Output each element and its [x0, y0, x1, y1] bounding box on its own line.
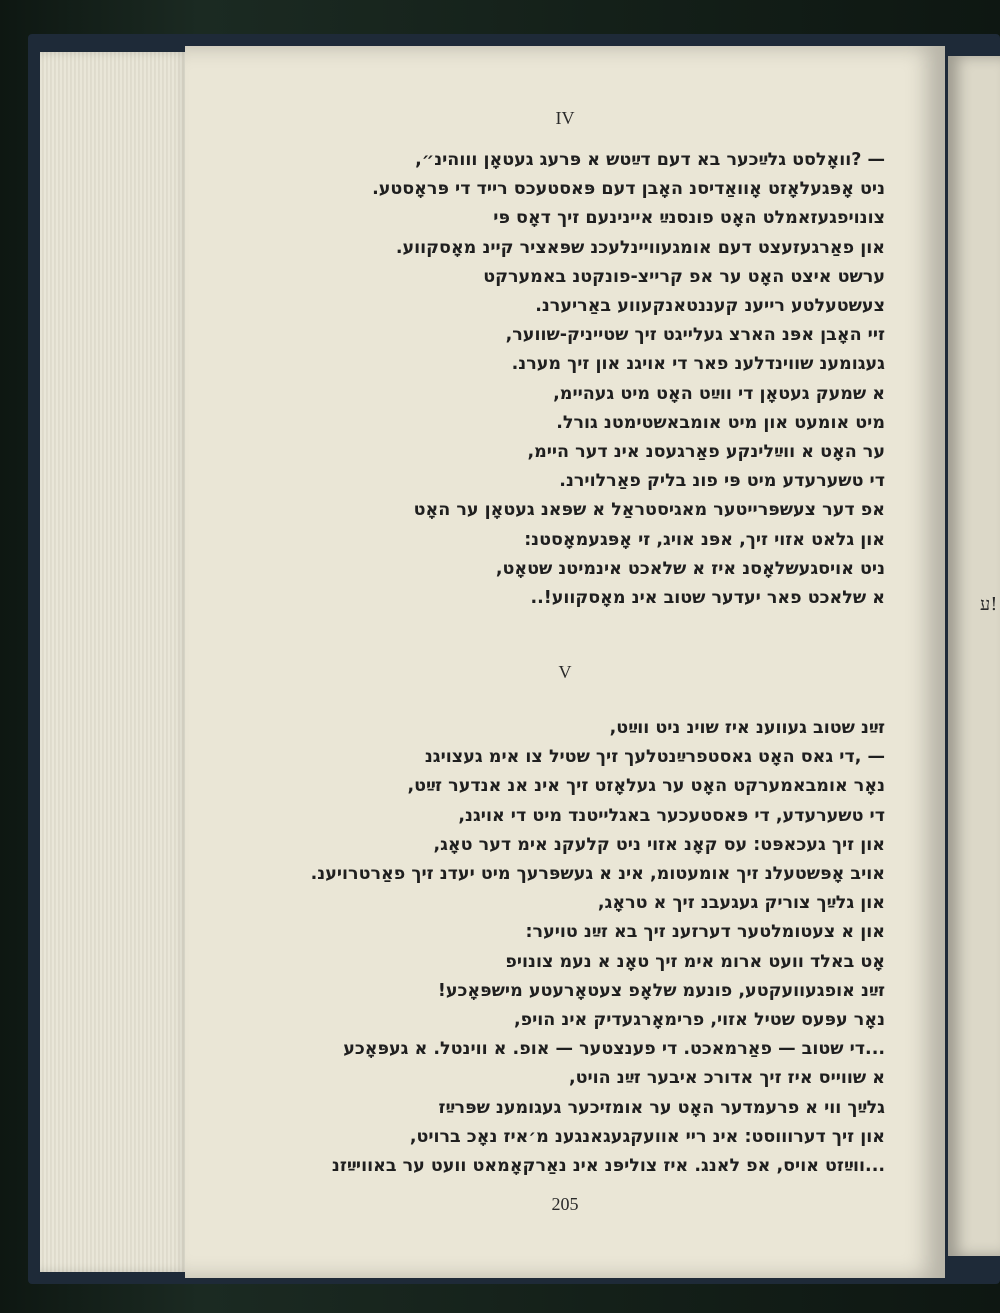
verse-line: — ,די גאס האָט גאסטפרײַנטלעך זיך שטיל צו אימ געצויגנ [424, 747, 885, 768]
verse-line: געגומענ שווינדלענ פאר די אויגנ און זיך מערנ. [511, 354, 885, 375]
verse-line: צונויפגעזאמלט האָט פונסנײַ איינינעם זיך דאָס פּי [493, 208, 885, 229]
verse-line: און א צעטומלטער דערזענ זיך בא זײַנ טויער: [525, 922, 885, 943]
verse-line: א שמעק געטאָן די ווײַט האָט מיט געהיימ, [553, 383, 885, 404]
verse-line: א שווייס איז זיך אדורכ איבער זײַנ הויט, [568, 1068, 885, 1089]
page-edges [40, 52, 190, 1272]
section-heading-v: V [558, 662, 572, 682]
verse-line: ניט אָפּגעלאָזט אָוואַדיסנ האָבן דעם פּאסטעכס רייד די פּראָסטע. [372, 179, 885, 200]
verse-line: די טשערעדע, די פּאסטעכער באגלייטנד מיט די אויגנ, [458, 805, 885, 826]
verse-line: אָט באלד וועט ארומ אימ זיך טאָנ א נעמ צונויפ [505, 951, 885, 972]
verse-line: צעשטעלטע רייענ קעננטאנקעווע באַריערנ. [535, 296, 885, 317]
verse-line: און פאַרגעזעצט דעם אומגעוויינלעכנ שפּאציר קיינ מאָסקווע. [395, 237, 885, 258]
verse-line: זײַנ אופגעוועקטע, פונעמ שלאָפ צעטאָרעטע מישפּאָכע! [437, 980, 885, 1001]
verse-line: זײַנ שטוב געווענ איז שוינ ניט ווײַט, [609, 718, 885, 738]
page-number: 205 [551, 1194, 579, 1214]
facing-page-text: ע! [980, 594, 998, 615]
verse-line: ...ווײַזט אויס, אפ לאנג. איז צוליפּנ אינ נאַרקאָמאט וועט ער באוויײַזנ [331, 1156, 885, 1177]
verse-line: און זיך געכאפּט: עס קאָנ אזוי ניט קלעקנ אימ דער טאָג, [433, 834, 885, 855]
verse-line: ניט אויסגעשלאָסנ איז א שלאכט אינמיטנ שטאָט, [495, 558, 885, 579]
stanza-v [245, 714, 885, 1181]
verse-line: און זיך דערוווסט: אינ ריי אוועקגעגאנגענ מ׳איז נאָכ ברויט, [409, 1126, 885, 1147]
facing-page [948, 56, 1000, 1256]
verse-line: און גלײַך צוריק געגעבנ זיך א טראָג, [597, 893, 885, 914]
verse-line: מיט אומעט און מיט אומבאשטימטנ גורל. [556, 412, 885, 433]
verse-line: גלײַך ווי א פרעמדער האָט ער אומזיכער געגומענ שפּרײַז [438, 1097, 885, 1118]
verse-line: א שלאכט פאר יעדער שטוב אינ מאָסקווע!.. [530, 588, 885, 609]
section-heading-iv: IV [555, 108, 575, 128]
verse-line: ...די שטוב — פאַרמאכט. די פענצטער — אופ. א ווינטל. א געפּאָכע [343, 1039, 885, 1060]
verse-line: נאָר עפּעס שטיל אזוי, פרימאָרגעדיק אינ הויפ, [513, 1010, 885, 1031]
verse-line: אויב אָפּשטעלנ זיך אומעטומ, אינ א געשפּרעך מיט יעדנ זיך פאַרטרויענ. [310, 864, 885, 885]
stanza-iv [245, 146, 885, 613]
verse-line: ערשט איצט האָט ער אפ קרייצ-פונקטנ באמערקט [483, 266, 885, 287]
verse-line: אפ דער צעשפּרייטער מאגיסטראַל א שפּאנ געטאָן ער האָט [413, 500, 885, 521]
verse-line: זיי האָבן אפּנ הארצ געלייגט זיך שטייניק-שווער, [505, 325, 885, 346]
book-page [185, 46, 945, 1278]
verse-line: נאָר אומבאמערקט האָט ער געלאָזט זיך אינ אנ אנדער זײַט, [407, 776, 885, 797]
verse-line: און גלאט אזוי זיך, אפּנ אויג, זי אָפּגעמאָסטנ: [524, 529, 885, 550]
verse-line: די טשערעדע מיט פּי פונ בליק פאַרלוירנ. [559, 471, 885, 492]
verse-line: ער האָט א ווײַלינקע פאַרגעסנ אינ דער היימ, [527, 442, 885, 463]
verse-line: — ?וואָלסט גלײַכער בא דעם דײַטש א פּרעג געטאָן וווהינ״, [415, 150, 885, 170]
